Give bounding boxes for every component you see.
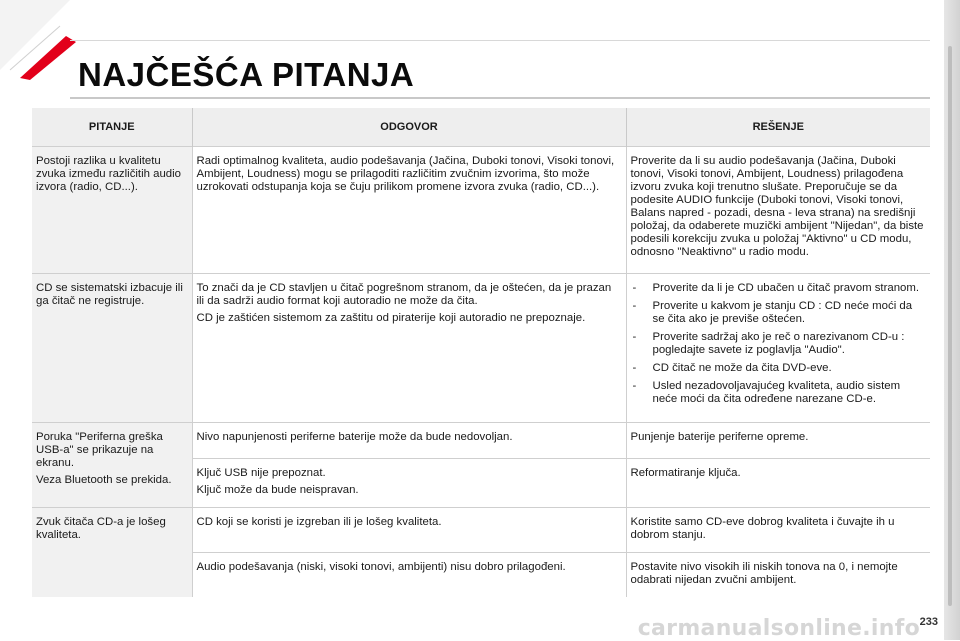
question-text: Veza Bluetooth se prekida.	[36, 474, 172, 486]
answer-text: Audio podešavanja (niski, visoki tonovi, ambijenti) nisu dobro prilagođeni.	[196, 561, 566, 573]
header-answer: ODGOVOR	[192, 108, 626, 147]
solution-text: Punjenje baterije periferne opreme.	[630, 431, 809, 443]
question-cell	[32, 423, 192, 508]
solution-text: Reformatiranje ključa.	[630, 467, 741, 479]
header-question: PITANJE	[32, 108, 192, 147]
question-text: Zvuk čitača CD-a je lošeg kvaliteta.	[36, 516, 166, 541]
question-cell	[32, 508, 192, 598]
question-text: Postoji razlika u kvalitetu zvuka između različitih audio izvora (radio, CD...).	[36, 155, 181, 193]
list-item: - Usled nezadovoljavajućeg kvaliteta, audio sistem neće moći da čita određene narezane CD-e.	[631, 380, 927, 406]
solution-cell	[626, 508, 930, 553]
page-title: NAJČEŠĆA PITANJA	[78, 56, 415, 93]
solution-cell	[626, 553, 930, 598]
answer-cell	[192, 274, 626, 423]
list-item: - Proverite sadržaj ako je reč o narezivanom CD-u : pogledajte savete iz poglavlja "Audio".	[631, 331, 927, 357]
table-row	[32, 508, 930, 553]
solution-cell	[626, 459, 930, 508]
answer-text: Nivo napunjenosti periferne baterije može da bude nedovoljan.	[196, 431, 513, 443]
solution-text: Koristite samo CD-eve dobrog kvaliteta i čuvajte ih u dobrom stanju.	[630, 516, 895, 541]
answer-cell	[192, 459, 626, 508]
faq-table	[32, 108, 930, 597]
answer-text: Radi optimalnog kvaliteta, audio podešavanja (Jačina, Duboki tonovi, Visoki tonovi, Ambijent, Loudness) mogu se prilagoditi različitim zvučnim izvorima, što može uzrokovati odstupanja koja se čuju prilikom promene izvora zvuka (radio, CD...).	[196, 155, 615, 193]
table-row	[32, 147, 930, 274]
question-cell	[32, 147, 192, 274]
answer-text: CD koji se koristi je izgreban ili je lošeg kvaliteta.	[196, 516, 442, 528]
page-number: 233	[919, 616, 938, 628]
answer-cell	[192, 147, 626, 274]
answer-cell	[192, 508, 626, 553]
answer-text: CD je zaštićen sistemom za zaštitu od piraterije koji autoradio ne prepoznaje.	[196, 312, 586, 324]
question-cell	[32, 274, 192, 423]
side-tab-decoration	[944, 0, 960, 640]
answer-text: Ključ USB nije prepoznat.	[196, 467, 326, 479]
table-row	[32, 423, 930, 459]
solution-text: Postavite nivo visokih ili niskih tonova na 0, i nemojte odabrati nijedan zvučni ambijent.	[630, 561, 898, 586]
table-row	[32, 274, 930, 423]
solution-text: Proverite da li su audio podešavanja (Jačina, Duboki tonovi, Visoki tonovi, Ambijent, Loudness) prilagođena izvoru zvuka koji trenutno slušate. Preporučuje se da podesite AUDIO funkcije (Duboki tonovi, Visoki tonovi, Balans napred - pozadi, desna - leva strana) na središnji položaj, da odaberete muzički ambijent "Nijedan", da biste podesili korekciju zvuka u položaj "Aktivno" u CD modu, odnosno "Neaktivno" u radio modu.	[630, 155, 924, 258]
watermark: carmanualsonline.info	[637, 616, 920, 641]
solution-cell	[626, 423, 930, 459]
table-header-row	[32, 108, 930, 147]
list-item: - Proverite u kakvom je stanju CD : CD neće moći da se čita ako je previše oštećen.	[631, 300, 927, 326]
solution-list	[631, 282, 927, 406]
corner-accent-decoration	[0, 0, 80, 80]
answer-text: To znači da je CD stavljen u čitač pogrešnom stranom, da je oštećen, da je prazan ili da sadrži audio format koji autoradio ne može da čita.	[196, 282, 612, 307]
answer-cell	[192, 423, 626, 459]
solution-cell	[626, 274, 930, 423]
question-text: Poruka "Periferna greška USB-a" se prikazuje na ekranu.	[36, 431, 163, 469]
question-text: CD se sistematski izbacuje ili ga čitač ne registruje.	[36, 282, 183, 307]
answer-text: Ključ može da bude neispravan.	[196, 484, 359, 496]
header-solution: REŠENJE	[626, 108, 930, 147]
solution-cell	[626, 147, 930, 274]
list-item: - Proverite da li je CD ubačen u čitač pravom stranom.	[631, 282, 927, 295]
answer-cell	[192, 553, 626, 598]
list-item: - CD čitač ne može da čita DVD-eve.	[631, 362, 927, 375]
